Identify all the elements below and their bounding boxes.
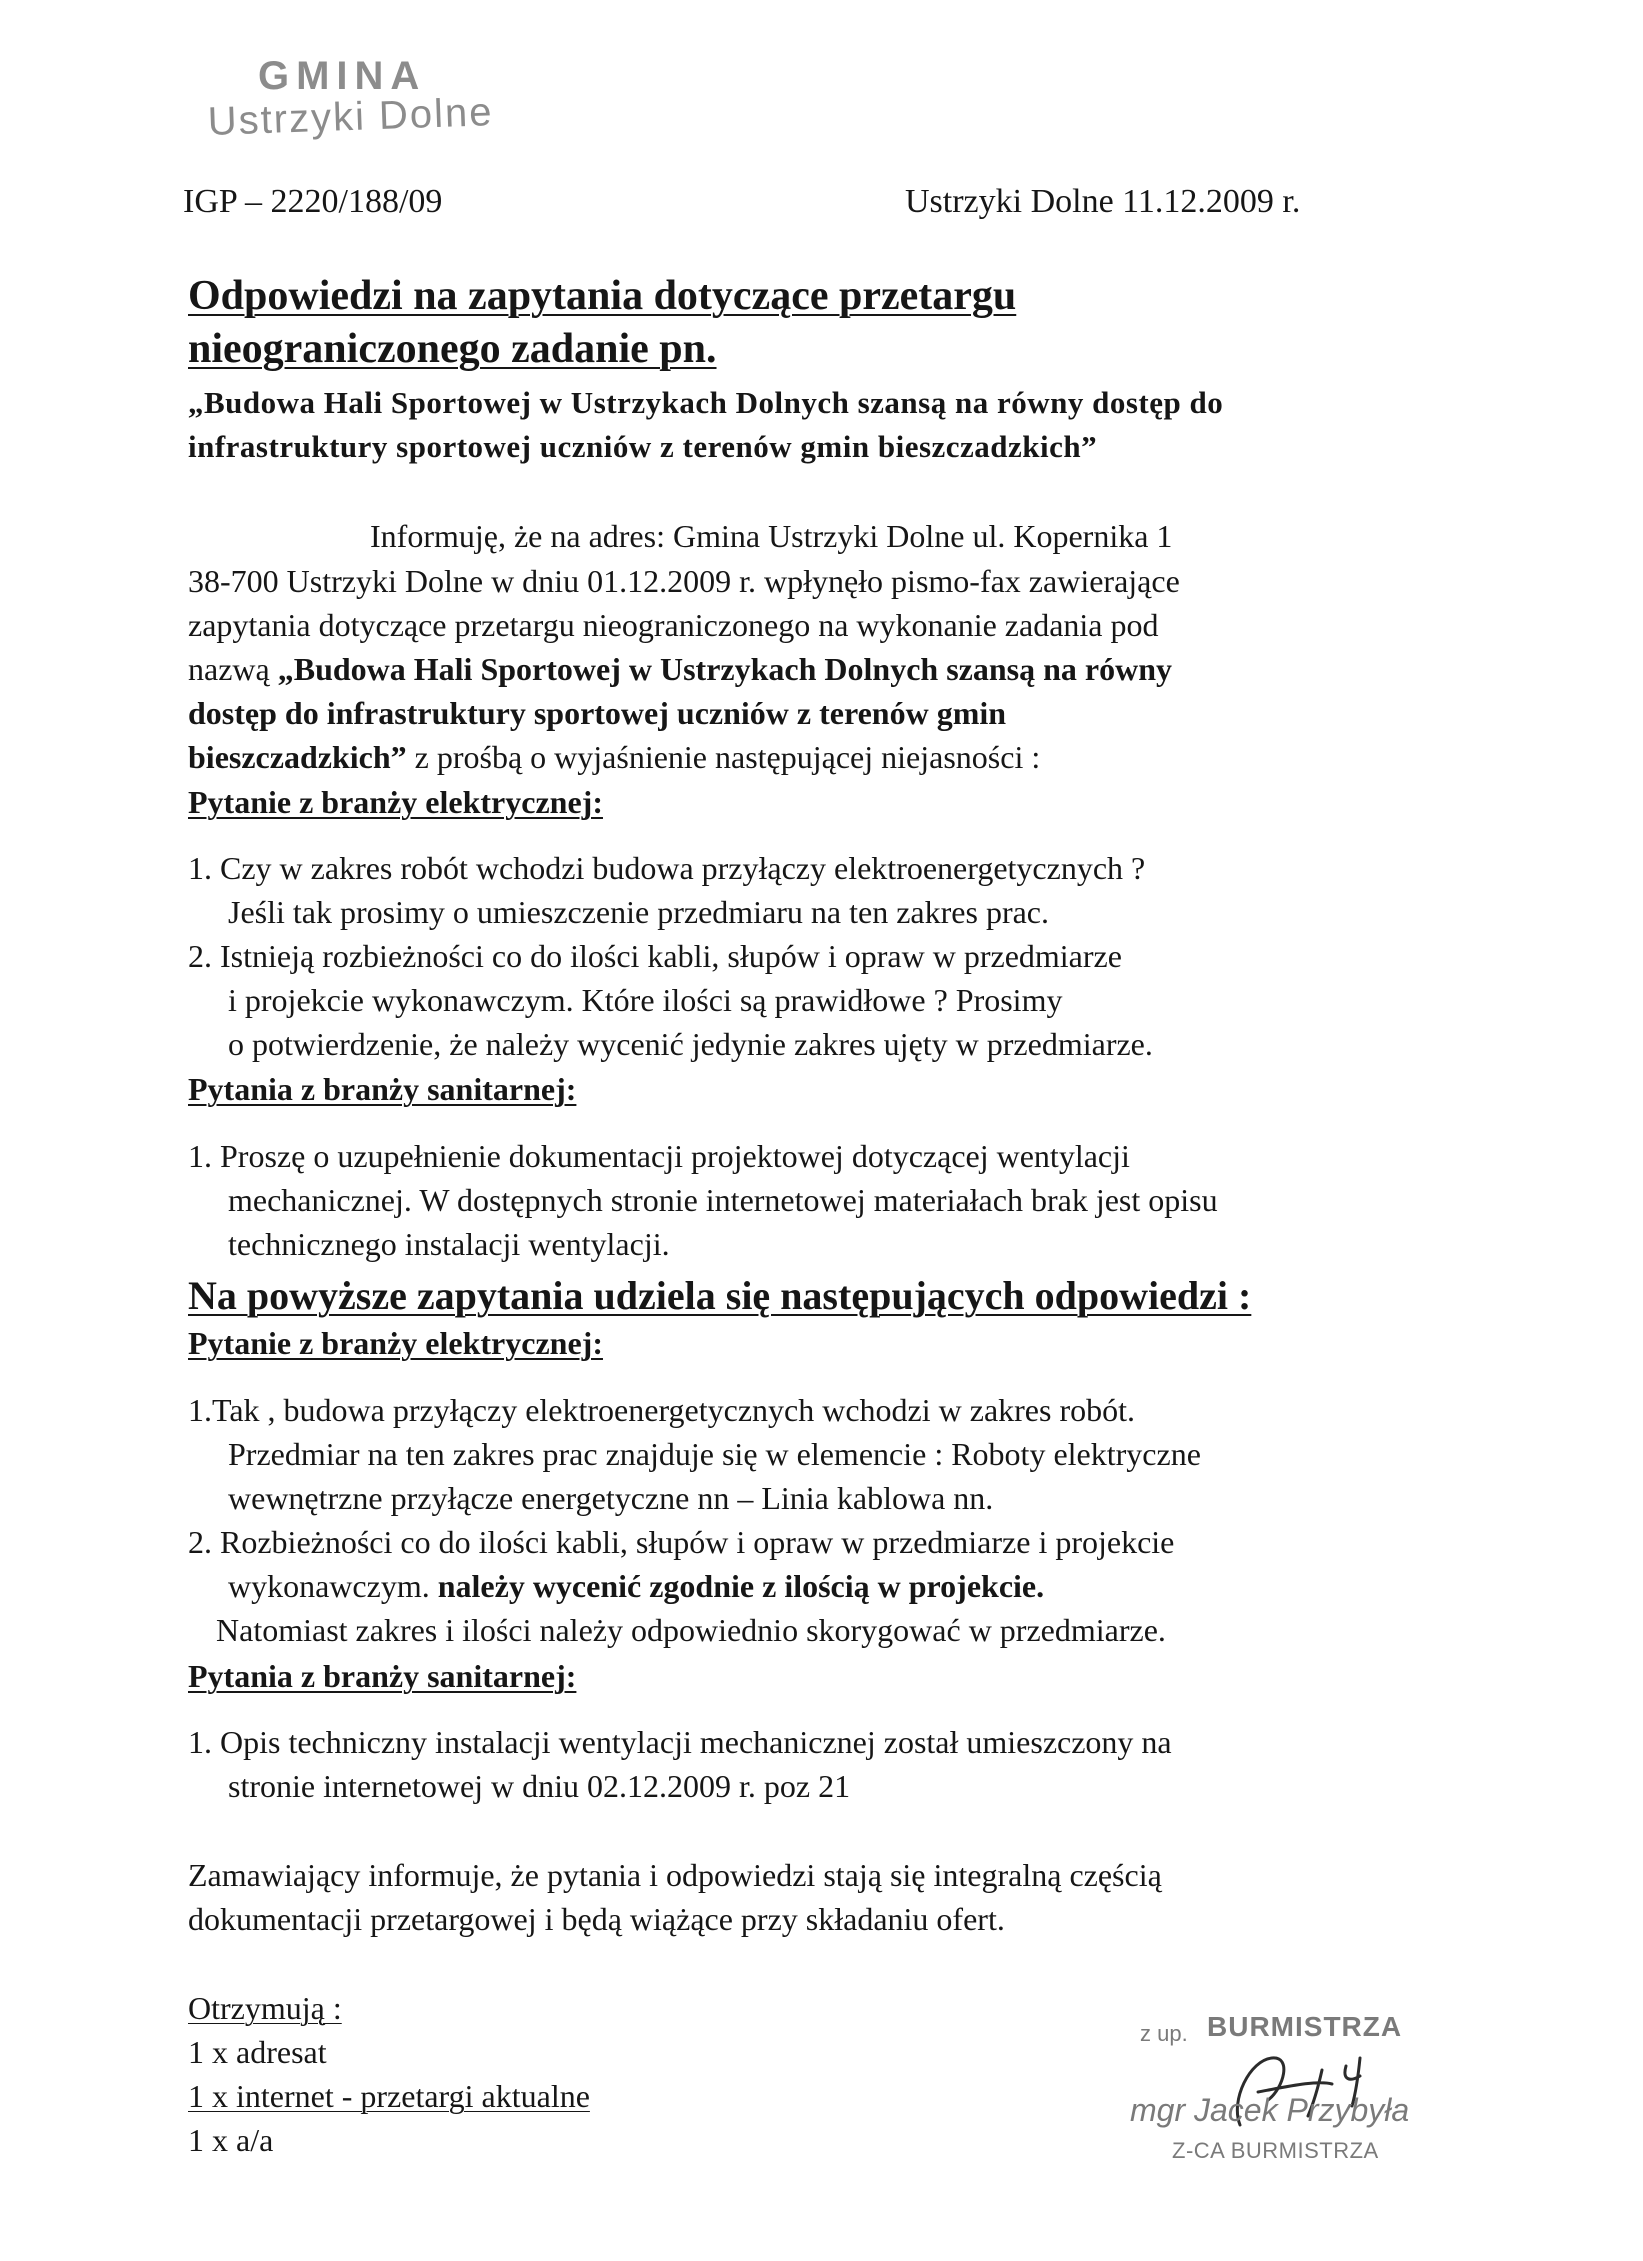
signatory-role: Z-CA BURMISTRZA: [1172, 2138, 1379, 2163]
recipients-heading: Otrzymują :: [188, 1990, 342, 2026]
intro-line-5: dostęp do infrastruktury sportowej uczniów z terenów gmin: [188, 695, 1007, 731]
closing-line-1: Zamawiający informuje, że pytania i odpowiedzi stają się integralną częścią: [188, 1857, 1162, 1893]
signature-on-behalf: z up.: [1140, 2021, 1188, 2046]
subject-line-1: „Budowa Hali Sportowej w Ustrzykach Dolnych szansą na równy dostęp do: [188, 385, 1224, 420]
answer-electrical-line: Natomiast zakres i ilości należy odpowiednio skorygować w przedmiarze.: [216, 1612, 1166, 1648]
answer-line-prefix: wykonawczym.: [228, 1568, 438, 1604]
answer-electrical-line: wewnętrzne przyłącze energetyczne nn – Linia kablowa nn.: [228, 1480, 994, 1516]
answers-sanitary-heading: Pytania z branży sanitarnej:: [188, 1658, 577, 1694]
answer-electrical-line: 1.Tak , budowa przyłączy elektroenergetycznych wchodzi w zakres robót.: [188, 1392, 1135, 1428]
intro-line-2: 38-700 Ustrzyki Dolne w dniu 01.12.2009 r. wpłynęło pismo-fax zawierające: [188, 563, 1180, 599]
question-electrical-line: 1. Czy w zakres robót wchodzi budowa przyłączy elektroenergetycznych ?: [188, 850, 1146, 886]
question-electrical-line: Jeśli tak prosimy o umieszczenie przedmiaru na ten zakres prac.: [228, 894, 1049, 930]
intro-line-6: [188, 739, 1040, 776]
question-sanitary-line: technicznego instalacji wentylacji.: [228, 1226, 670, 1262]
place-and-date: Ustrzyki Dolne 11.12.2009 r.: [905, 183, 1301, 220]
intro-line-1: Informuję, że na adres: Gmina Ustrzyki Dolne ul. Kopernika 1: [370, 518, 1173, 554]
answers-electrical-heading: Pytanie z branży elektrycznej:: [188, 1325, 603, 1361]
question-sanitary-line: mechanicznej. W dostępnych stronie internetowej materiałach brak jest opisu: [228, 1182, 1218, 1218]
answers-heading: Na powyższe zapytania udziela się następujących odpowiedzi :: [188, 1273, 1252, 1318]
stamp-gmina: GMINA: [258, 54, 427, 98]
questions-electrical-heading: Pytanie z branży elektrycznej:: [188, 784, 603, 820]
title-line-2: nieograniczonego zadanie pn.: [188, 326, 717, 372]
stamp-town: Ustrzyki Dolne: [207, 90, 495, 144]
title-line-1: Odpowiedzi na zapytania dotyczące przetargu: [188, 273, 1017, 319]
intro-line-3: zapytania dotyczące przetargu nieograniczonego na wykonanie zadania pod: [188, 607, 1159, 643]
question-electrical-line: 2. Istnieją rozbieżności co do ilości kabli, słupów i opraw w przedmiarze: [188, 938, 1122, 974]
recipient-item: 1 x internet - przetargi aktualne: [188, 2078, 590, 2114]
recipient-item: 1 x a/a: [188, 2122, 274, 2158]
answer-line-bold: należy wycenić zgodnie z ilością w projekcie.: [437, 1568, 1045, 1604]
intro-line-6-rest: z prośbą o wyjaśnienie następującej niejasności :: [406, 739, 1041, 775]
intro-line-4: [188, 651, 1172, 688]
answer-sanitary-line: stronie internetowej w dniu 02.12.2009 r. poz 21: [228, 1768, 851, 1804]
answer-electrical-line: Przedmiar na ten zakres prac znajduje się w elemencie : Roboty elektryczne: [228, 1436, 1201, 1472]
question-electrical-line: o potwierdzenie, że należy wycenić jedynie zakres ujęty w przedmiarze.: [228, 1026, 1153, 1062]
answer-electrical-line: [228, 1568, 1044, 1605]
intro-line-4-prefix: nazwą: [188, 651, 278, 687]
answer-sanitary-line: 1. Opis techniczny instalacji wentylacji mechanicznej został umieszczony na: [188, 1724, 1172, 1760]
question-sanitary-line: 1. Proszę o uzupełnienie dokumentacji projektowej dotyczącej wentylacji: [188, 1138, 1130, 1174]
closing-line-2: dokumentacji przetargowej i będą wiążące przy składaniu ofert.: [188, 1901, 1005, 1937]
intro-line-6-bold: bieszczadzkich”: [188, 739, 407, 775]
question-electrical-line: i projekcie wykonawczym. Które ilości są prawidłowe ? Prosimy: [228, 982, 1063, 1018]
answer-electrical-line: 2. Rozbieżności co do ilości kabli, słupów i opraw w przedmiarze i projekcie: [188, 1524, 1175, 1560]
subject-line-2: infrastruktury sportowej uczniów z terenów gmin bieszczadzkich”: [188, 429, 1098, 464]
reference-number: IGP – 2220/188/09: [183, 183, 443, 220]
signatory-name: mgr Jacek Przybyła: [1130, 2092, 1410, 2128]
recipient-item: 1 x adresat: [188, 2034, 327, 2070]
intro-line-4-bold: „Budowa Hali Sportowej w Ustrzykach Dolnych szansą na równy: [277, 651, 1172, 687]
signature-office: BURMISTRZA: [1207, 2011, 1403, 2042]
questions-sanitary-heading: Pytania z branży sanitarnej:: [188, 1071, 577, 1107]
